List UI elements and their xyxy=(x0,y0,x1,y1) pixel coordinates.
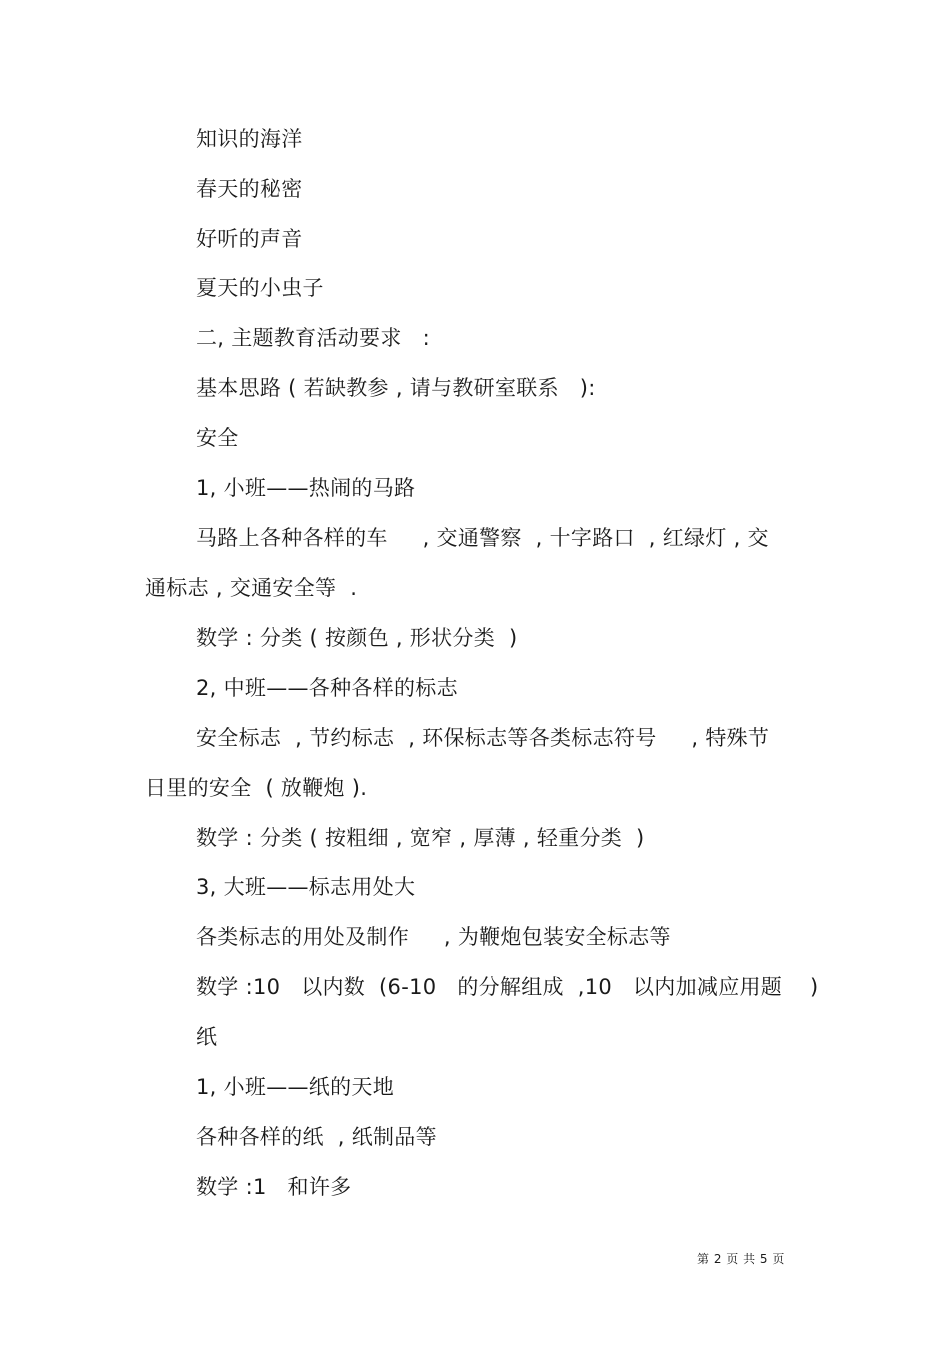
class-heading: 2, 中班——各种各样的标志 xyxy=(196,676,458,700)
topic-heading: 安全 xyxy=(196,426,239,450)
text-line: 知识的海洋 xyxy=(196,127,303,151)
text-line: 各种各样的纸 , 纸制品等 xyxy=(196,1125,437,1149)
class-heading: 1, 小班——纸的天地 xyxy=(196,1075,395,1099)
page-number: 第 2 页 共 5 页 xyxy=(697,1252,785,1266)
text-line: 数学 :1 和许多 xyxy=(196,1175,352,1199)
section-heading: 二, 主题教育活动要求 : xyxy=(196,326,430,350)
text-line: 日里的安全 ( 放鞭炮 ). xyxy=(145,776,368,800)
class-heading: 1, 小班——热闹的马路 xyxy=(196,476,416,500)
class-heading: 3, 大班——标志用处大 xyxy=(196,875,416,899)
text-line: 安全标志 , 节约标志 , 环保标志等各类标志符号 , 特殊节 xyxy=(196,726,770,750)
text-line: 数学 : 分类 ( 按粗细 , 宽窄 , 厚薄 , 轻重分类 ) xyxy=(196,826,645,850)
text-line: 数学 : 分类 ( 按颜色 , 形状分类 ) xyxy=(196,626,518,650)
text-line: 各类标志的用处及制作 , 为鞭炮包装安全标志等 xyxy=(196,925,671,949)
text-line: 数学 :10 以内数 (6-10 的分解组成 ,10 以内加减应用题 ) xyxy=(196,975,819,999)
text-line: 春天的秘密 xyxy=(196,177,303,201)
text-line: 基本思路 ( 若缺教参 , 请与教研室联系 ): xyxy=(196,376,596,400)
text-line: 好听的声音 xyxy=(196,227,303,251)
text-line: 通标志 , 交通安全等 . xyxy=(145,576,358,600)
text-line: 夏天的小虫子 xyxy=(196,276,324,300)
text-line: 马路上各种各样的车 , 交通警察 , 十字路口 , 红绿灯 , 交 xyxy=(196,526,769,550)
topic-heading: 纸 xyxy=(196,1025,218,1049)
